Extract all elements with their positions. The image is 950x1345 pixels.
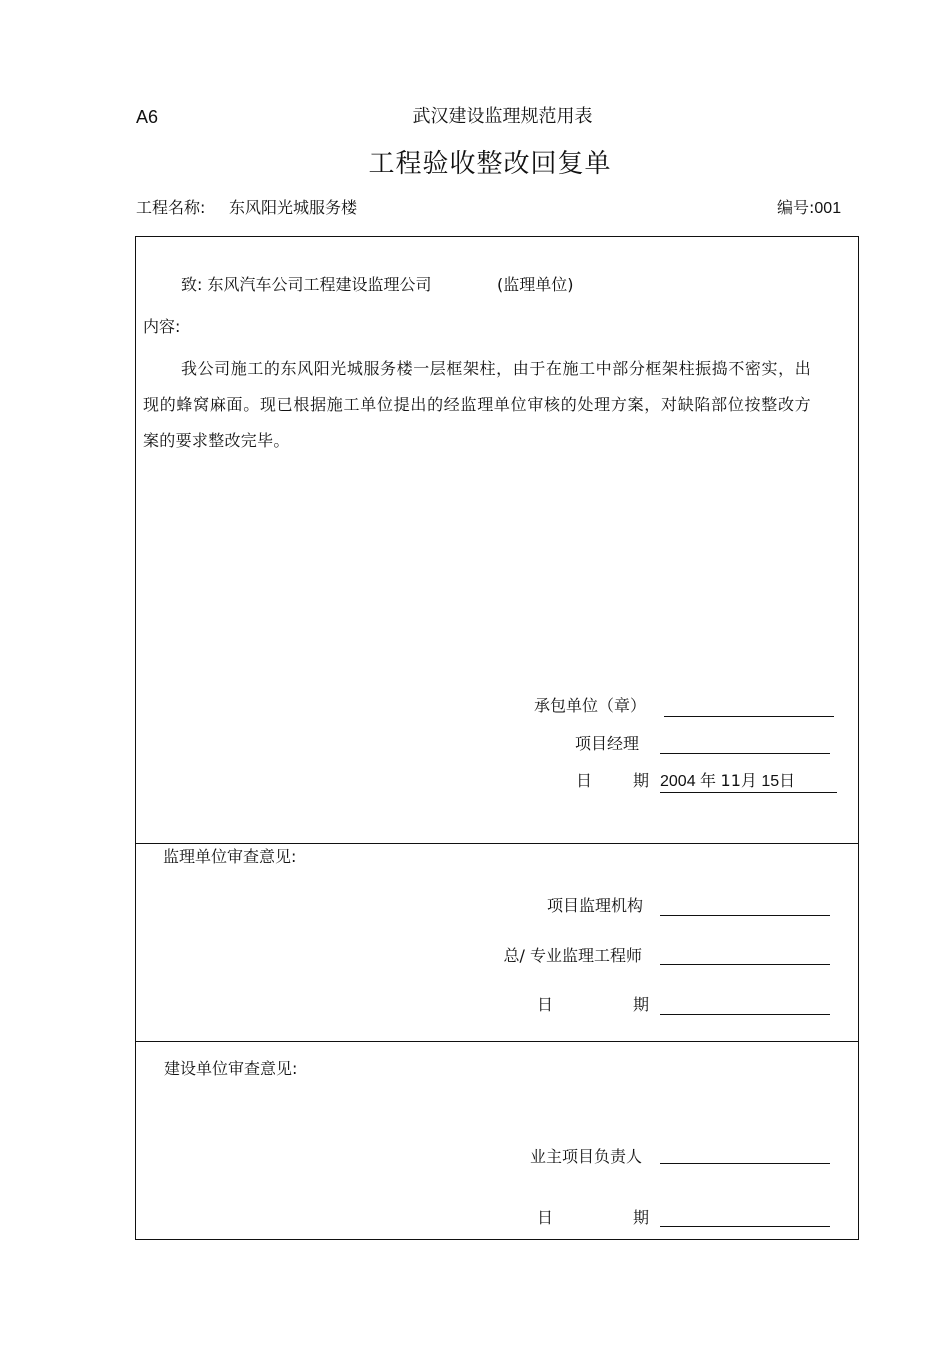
number-value: 001	[814, 200, 842, 217]
supervising-engineer-label: 总/ 专业监理工程师	[503, 946, 642, 965]
project-manager-line[interactable]	[660, 753, 830, 754]
date-label-char-2: 期	[633, 771, 650, 790]
document-title: 工程验收整改回复单	[368, 149, 612, 179]
content-text: 我公司施工的东风阳光城服务楼一层框架柱，由于在施工中部分框架柱振捣不密实，出现的蜂窝麻面。现已根据施工单位提出的经监理单位审核的处理方案，对缺陷部位按整改方案的要求整改完毕。	[143, 359, 811, 450]
date-year: 2004	[660, 773, 696, 790]
supervisor-date-line[interactable]	[660, 1014, 830, 1015]
date-label-char-1: 日	[576, 771, 593, 790]
owner-date-line[interactable]	[660, 1226, 830, 1227]
contractor-seal-label: 承包单位（章）	[533, 696, 646, 715]
owner-date-char-2: 期	[633, 1208, 650, 1227]
supervisor-date-char-2: 期	[633, 995, 650, 1014]
to-company: 东风汽车公司工程建设监理公司	[207, 275, 432, 294]
spec-title: 武汉建设监理规范用表	[412, 106, 593, 127]
project-manager-label: 项目经理	[575, 734, 640, 753]
addressee	[181, 277, 432, 293]
supervisor-date-char-1: 日	[537, 995, 554, 1014]
contractor-date-line[interactable]	[660, 792, 837, 793]
project-name-label: 工程名称:	[136, 198, 206, 217]
date-day-unit: 日	[779, 771, 796, 790]
form-code: A6	[136, 107, 159, 127]
supervisor-section-title: 监理单位审查意见:	[163, 847, 297, 866]
date-year-unit: 年	[700, 771, 717, 790]
supervision-org-label: 项目监理机构	[546, 896, 643, 915]
owner-date-char-1: 日	[537, 1208, 554, 1227]
date-day: 15	[761, 773, 780, 790]
section-divider	[135, 843, 859, 844]
contractor-seal-line[interactable]	[664, 716, 834, 717]
supervising-engineer-line[interactable]	[660, 964, 830, 965]
content-label: 内容:	[143, 317, 181, 336]
document-number	[777, 200, 841, 217]
to-label: 致:	[181, 275, 203, 294]
owner-representative-line[interactable]	[660, 1163, 830, 1164]
owner-section-title: 建设单位审查意见:	[164, 1059, 298, 1078]
project-name-value: 东风阳光城服务楼	[229, 198, 358, 217]
supervision-org-line[interactable]	[660, 915, 830, 916]
owner-representative-label: 业主项目负责人	[529, 1147, 642, 1166]
date-month: 11月	[720, 771, 757, 790]
number-label: 编号:	[777, 198, 815, 217]
section-divider	[135, 1041, 859, 1042]
to-unit-note: (监理单位)	[497, 275, 574, 294]
contractor-date-value	[660, 773, 795, 790]
